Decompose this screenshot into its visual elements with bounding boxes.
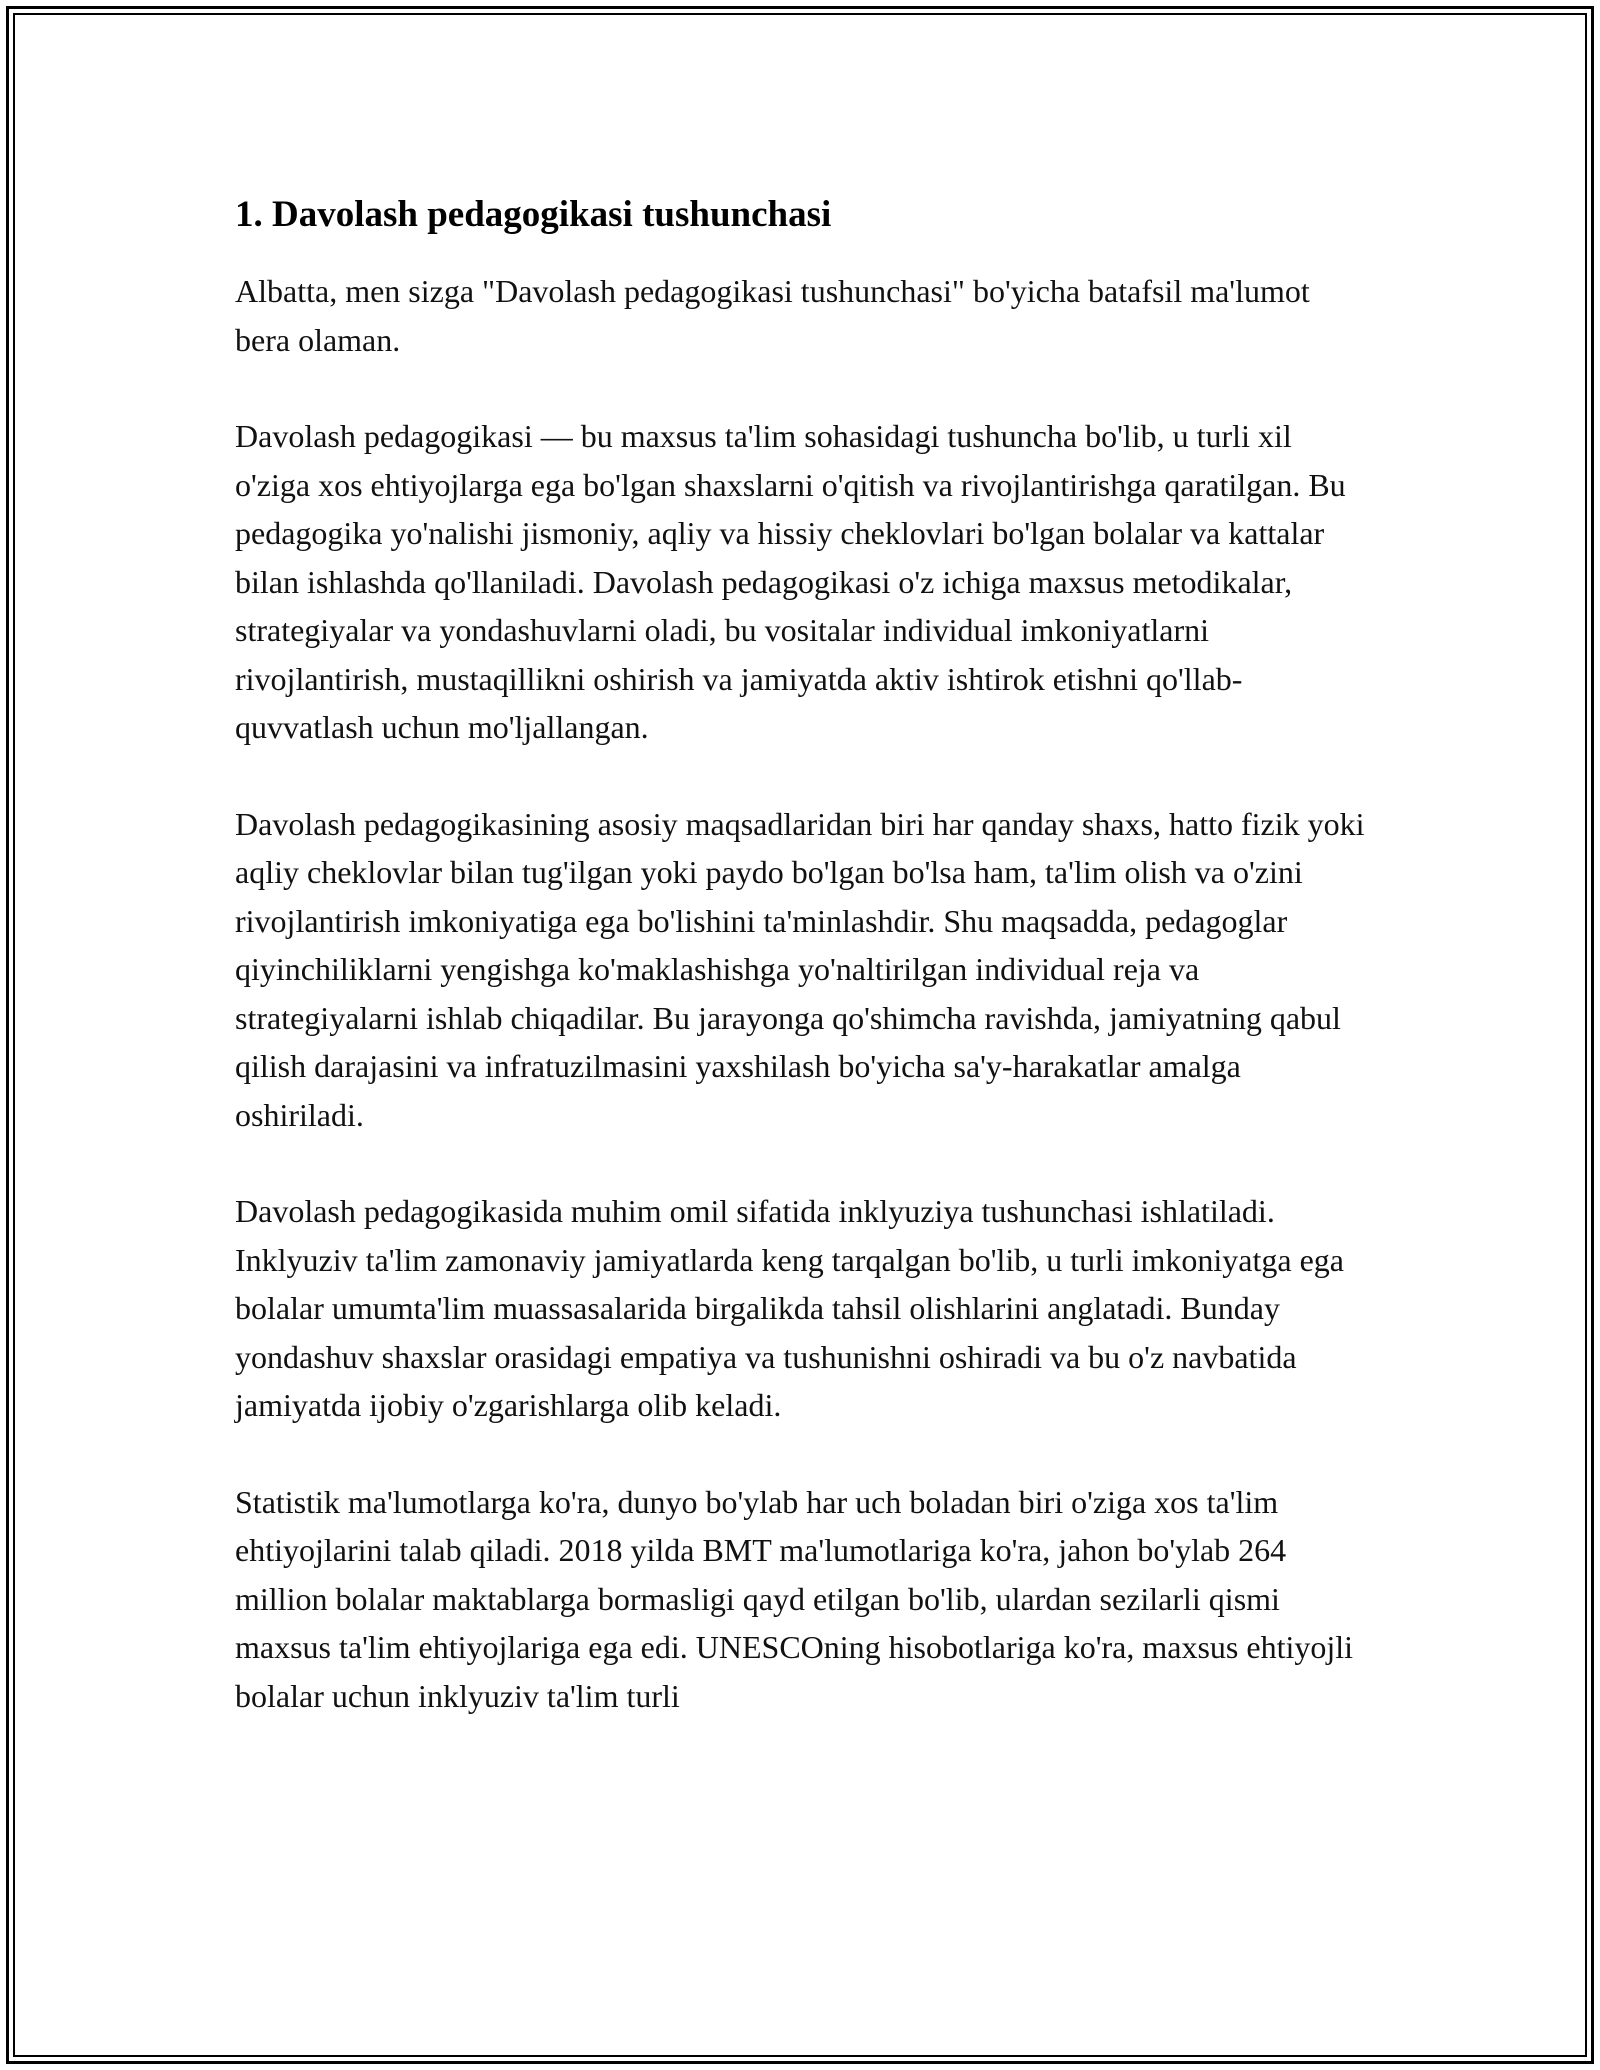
paragraph-statistics: Statistik ma'lumotlarga ko'ra, dunyo bo'ylab har uch boladan biri o'ziga xos ta'lim ehtiyojlarini talab qiladi. 2018 yilda BMT ma'lumotlariga ko'ra, jahon bo'ylab 264 million bolalar maktablarga bormasligi qayd etilgan bo'lib, ulardan sezilarli qismi maxsus ta'lim ehtiyojlariga ega edi. UNESCOning hisobotlariga ko'ra, maxsus ehtiyojli bolalar uchun inklyuziv ta'lim turli bbox=[235, 1483, 1354, 1714]
section-heading: 1. Davolash pedagogikasi tushunchasi bbox=[235, 194, 832, 235]
paragraph-inclusion: Davolash pedagogikasida muhim omil sifatida inklyuziya tushunchasi ishlatiladi. Inklyuziv ta'lim zamonaviy jamiyatlarda keng tarqalgan bo'lib, u turli imkoniyatga ega bolalar umumta'lim muassasalarida birgalikda tahsil olishlarini anglatadi. Bunday yondashuv shaxslar orasidagi empatiya va tushunishni oshiradi va bu o'z navbatida jamiyatda ijobiy o'zgarishlarga olib keladi. bbox=[235, 1193, 1344, 1423]
document-body bbox=[235, 185, 1365, 1768]
paragraph-intro: Albatta, men sizga "Davolash pedagogikasi tushunchasi" bo'yicha batafsil ma'lumot bera olaman. bbox=[235, 273, 1310, 358]
paragraph-goals: Davolash pedagogikasining asosiy maqsadlaridan biri har qanday shaxs, hatto fizik yoki aqliy cheklovlar bilan tug'ilgan yoki paydo bo'lgan bo'lsa ham, ta'lim olish va o'zini rivojlantirish imkoniyatiga ega bo'lishini ta'minlashdir. Shu maqsadda, pedagoglar qiyinchiliklarni yengishga ko'maklashishga yo'naltirilgan individual reja va strategiyalarni ishlab chiqadilar. Bu jarayonga qo'shimcha ravishda, jamiyatning qabul qilish darajasini va infratuzilmasini yaxshilash bo'yicha sa'y-harakatlar amalga oshiriladi. bbox=[235, 805, 1365, 1133]
paragraph-definition: Davolash pedagogikasi — bu maxsus ta'lim sohasidagi tushuncha bo'lib, u turli xil o'ziga xos ehtiyojlarga ega bo'lgan shaxslarni o'qitish va rivojlantirishga qaratilgan. Bu pedagogika yo'nalishi jismoniy, aqliy va hissiy cheklovlari bo'lgan bolalar va kattalar bilan ishlashda qo'llaniladi. Davolash pedagogikasi o'z ichiga maxsus metodikalar, strategiyalar va yondashuvlarni oladi, bu vositalar individual imkoniyatlarni rivojlantirish, mustaqillikni oshirish va jamiyatda aktiv ishtirok etishni qo'llab-quvvatlash uchun mo'ljallangan. bbox=[235, 418, 1346, 745]
